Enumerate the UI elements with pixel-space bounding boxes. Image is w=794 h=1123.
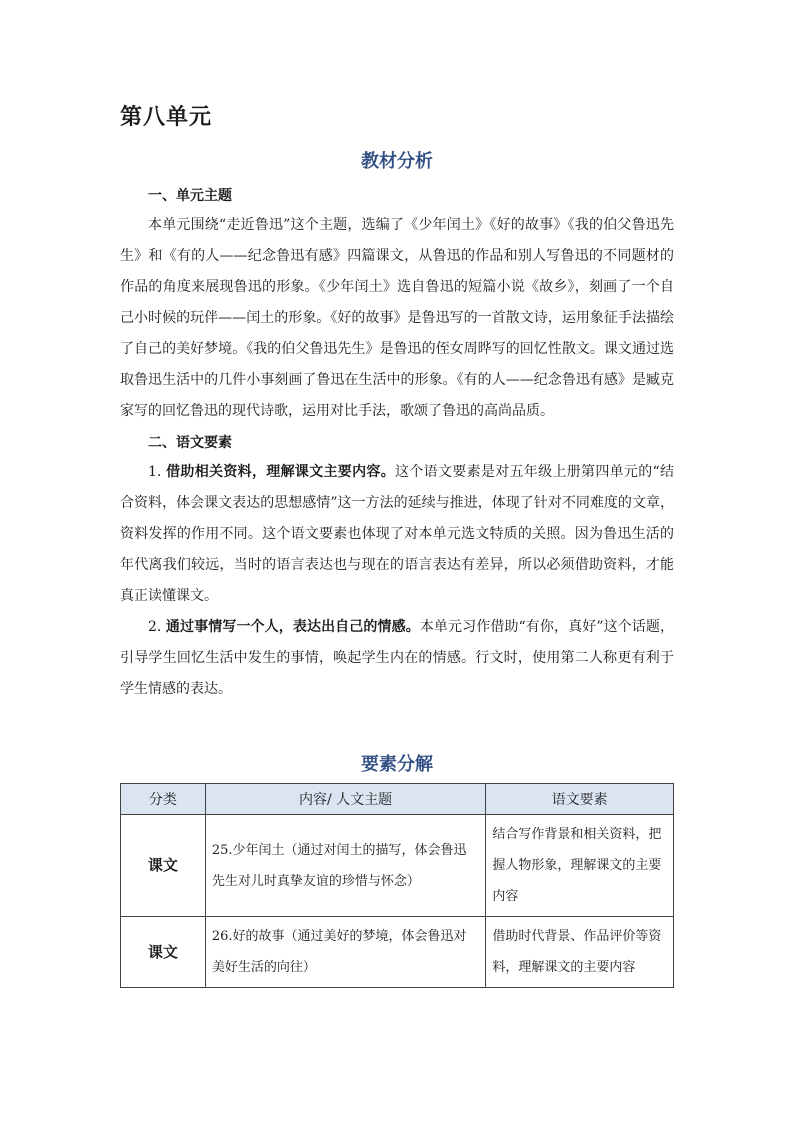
unit-title: 第八单元 [120, 105, 213, 130]
theme-paragraph: 本单元围绕“走近鲁迅”这个主题，选编了《少年闰土》《好的故事》《我的伯父鲁迅先生》和《有的人——纪念鲁迅有感》四篇课文，从鲁迅的作品和别人写鲁迅的不同题材的作品的角度来展现鲁迅的形象。《少年闰土》选自鲁迅的短篇小说《故乡》，刻画了一个自己小时候的玩伴——闰土的形象。《好的故事》是鲁迅写的一首散文诗，运用象征手法描绘了自己的美好梦境。《我的伯父鲁迅先生》是鲁迅的侄女周晔写的回忆性散文。课文通过选取鲁迅生活中的几件小事刻画了鲁迅在生活中的形象。《有的人——纪念鲁迅有感》是臧克家写的回忆鲁迅的现代诗歌，运用对比手法，歌颂了鲁迅的高尚品质。 [120, 217, 674, 419]
row-content: 26.好的故事（通过美好的梦境，体会鲁迅对美好生活的向往） [205, 917, 485, 988]
header-content: 内容/ 人文主题 [205, 784, 485, 815]
element-1-bold: 借助相关资料，理解课文主要内容。 [166, 464, 396, 480]
analysis-content [120, 182, 674, 705]
element-2-bold: 通过事情写一个人，表达出自己的情感。 [165, 619, 420, 635]
element-1-text: 这个语文要素是对五年级上册第四单元的“结合资料，体会课文表达的思想感情”这一方法的延续与推进，体现了针对不同难度的文章，资料发挥的作用不同。这个语文要素也体现了对本单元选文特质的关照。因为鲁迅生活的年代离我们较远，当时的语言表达也与现在的语言表达有差异，所以必须借助资料，才能真正读懂课文。 [120, 464, 675, 604]
element-1-number: 1. [148, 464, 162, 480]
header-category: 分类 [121, 784, 206, 815]
element-2-text: 本单元习作借助“有你，真好”这个话题，引导学生回忆生活中发生的事情，唤起学生内在的情感。行文时，使用第二人称更有利于学生情感的表达。 [120, 619, 675, 697]
theme-heading: 一、单元主题 [148, 188, 232, 204]
element-2-paragraph [120, 612, 674, 705]
table-row [121, 815, 674, 917]
row-element: 借助时代背景、作品评价等资料，理解课文的主要内容 [486, 917, 674, 988]
analysis-title: 教材分析 [361, 151, 433, 172]
row-category: 课文 [121, 917, 206, 988]
element-1-paragraph [120, 457, 674, 612]
table-row [121, 917, 674, 988]
header-element: 语文要素 [486, 784, 674, 815]
decomposition-table [120, 783, 674, 988]
row-element: 结合写作背景和相关资料，把握人物形象，理解课文的主要内容 [486, 815, 674, 917]
row-category: 课文 [121, 815, 206, 917]
decomposition-title: 要素分解 [361, 754, 433, 775]
table-header-row [121, 784, 674, 815]
element-2-number: 2. [148, 619, 162, 635]
elements-heading: 二、语文要素 [148, 435, 232, 451]
row-content: 25.少年闰土（通过对闰土的描写，体会鲁迅先生对儿时真挚友谊的珍惜与怀念） [205, 815, 485, 917]
